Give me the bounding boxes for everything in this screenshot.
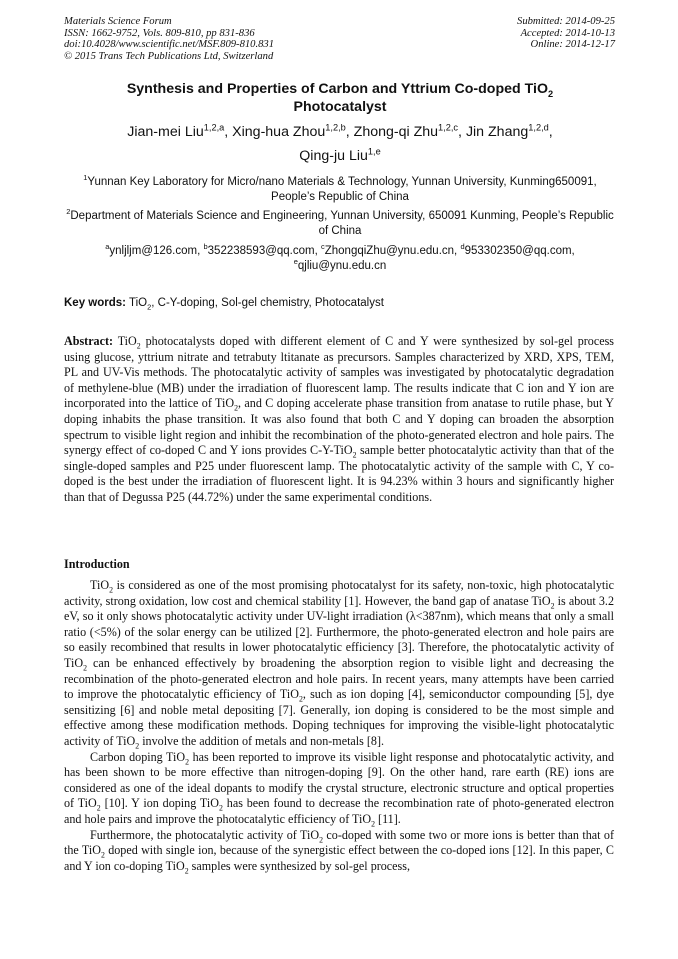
paragraph: Carbon doping TiO$_2$ has been reported to improve its visible light response and photocatalytic activity, and has been shown to be more effective than nitrogen-doping [9]. On the other hand, rare earth (RE) ions are considered as one of the ideal dopants to modify the crystal structure, electronic structure and optical properties of TiO$_2$ [10]. Y ion doping TiO$_2$ has been found to decrease the recombination rate of photo-generated electron and hole pairs and improve the photocatalytic efficiency of TiO$_2$ [11]. xyxy=(64,749,614,829)
doi-line: doi:10.4028/www.scientific.net/MSF.809-810.831 xyxy=(64,39,274,51)
keywords: Key words: TiO$_2$, C-Y-doping, Sol-gel chemistry, Photocatalyst xyxy=(64,297,384,312)
abstract-label: Abstract: xyxy=(64,334,114,348)
paragraph: Furthermore, the photocatalytic activity of TiO$_2$ co-doped with some two or more ions is better than that of the TiO$_2$ doped with single ion, because of the synergistic effect between the co-doped ions [12]. In this paper, C and Y ion co-doping TiO$_2$ samples were synthesized by sol-gel process, xyxy=(64,827,614,876)
submitted-date: Submitted: 2014-09-25 xyxy=(517,16,615,27)
keywords-label: Key words: xyxy=(64,297,126,309)
email-link[interactable]: qjliu@ynu.edu.cn xyxy=(297,259,387,272)
paragraph: TiO$_2$ is considered as one of the most promising photocatalyst for its safety, non-toxic, high photocatalytic activity, strong oxidation, low cost and chemical stability [1]. However, the band gap of anatase TiO$_2$ is about 3.2 eV, so it only shows photocatalytic activity under UV-light irradiation (λ<387nm), which means that only a small ratio (<5%) of the solar energy can be utilized [2]. Furthermore, the photo-generated electron and hole pairs are so easily recombined that results in lower photocatalytic efficiency [3]. Therefore, the photocatalytic activity of TiO$_2$ can be enhanced effectively by broadening the absorption region to visible light and decreasing the recombination of the photo-generated electron and hole pairs. In recent years, many attempts have been carried to improve the photocatalytic efficiency of TiO$_2$, such as ion doping [4], semiconductor compounding [5], dye sensitizing [6] and noble metal depositing [7]. Generally, ion doping is considered to be the most simple and effective among these modification methods. Doping techniques for improving the visible-light photocatalytic activity of TiO$_2$ involve the addition of metals and non-metals [8]. xyxy=(64,578,614,751)
email-link[interactable]: ZhongqiZhu@ynu.edu.cn, xyxy=(324,245,461,257)
author-name: Zhong-qi Zhu xyxy=(353,124,439,140)
online-date: Online: 2014-12-17 xyxy=(530,39,615,51)
journal-name: Materials Science Forum xyxy=(64,16,172,27)
abstract: Abstract: TiO$_2$ photocatalysts doped with different element of C and Y were synthesized by sol-gel process using glucose, yttrium nitrate and tetrabuty ltitanate as precursors. Samples characterized by XRD, XPS, TEM, PL and UV-Vis methods. The photocatalytic activity of samples was investigated by photocatalytic degradation of methylene-blue (MB) under the irradiation of fluorescent lamp. The results indicate that C ion and Y ion are incorporated into the lattice of TiO$_2$, and C doping accelerate phase transition from anatase to rutile phase, but Y doping inhabits the phase transition. It was also found that both C and Y doping can broaden the absorption spectrum to visible light region and inhibit the recombination of the photo-generated electron and hole pairs. The synergy effect of co-doped C and Y ions provides C-Y-TiO$_2$ sample better photocatalytic activity than that of the single-doped samples and P25 under fluorescent lamp. The photocatalytic activity of the sample with C, Y co-doped is the best under the irradiation of fluorescent light. It is 94.23% within 3 hours and significantly higher than that of Degussa P25 (44.72%) under the same experimental conditions. xyxy=(64,334,614,504)
email-link[interactable]: 352238593@qq.com, xyxy=(207,245,321,257)
author-name: Qing-ju Liu xyxy=(299,148,368,164)
copyright-line: © 2015 Trans Tech Publications Ltd, Switzerland xyxy=(64,50,274,62)
email-link[interactable]: 953302350@qq.com, xyxy=(464,245,575,257)
paper-title: Synthesis and Properties of Carbon and Yttrium Co-doped TiO$_2$ Photocatalyst xyxy=(126,81,554,115)
accepted-date: Accepted: 2014-10-13 xyxy=(520,27,615,39)
author-list: Jian-mei Liu$^{1,2,a}$, Xing-hua Zhou$^{1,2,b}$, Zhong-qi Zhu$^{1,2,c}$, Jin Zhang$^{1,2,d}$, Qing-ju Liu$^{1,e}$ xyxy=(127,122,553,164)
email-link[interactable]: ynljljm@126.com, xyxy=(109,245,204,257)
section-heading: Introduction xyxy=(64,557,130,571)
author-name: Xing-hua Zhou xyxy=(232,124,326,140)
affiliation-2: $^2$Department of Materials Science and Engineering, Yunnan University, 650091 Kunming, People’s Republic of China xyxy=(66,207,614,237)
journal-header xyxy=(64,16,274,62)
introduction-body xyxy=(64,578,614,874)
dates-header xyxy=(517,16,615,51)
affiliation-1: $^1$Yunnan Key Laboratory for Micro/nano Materials & Technology, Yunnan University, Kunming650091, People’s Republic of China xyxy=(83,173,597,203)
issn-line: ISSN: 1662-9752, Vols. 809-810, pp 831-836 xyxy=(64,27,255,39)
author-emails: $^a$ynljljm@126.com, $^b$352238593@qq.com, $^c$ZhongqiZhu@ynu.edu.cn, $^d$953302350@qq.com, $^e$qjliu@ynu.edu.cn xyxy=(105,242,575,272)
author-name: Jian-mei Liu xyxy=(127,124,204,140)
author-name: Jin Zhang xyxy=(465,124,529,140)
